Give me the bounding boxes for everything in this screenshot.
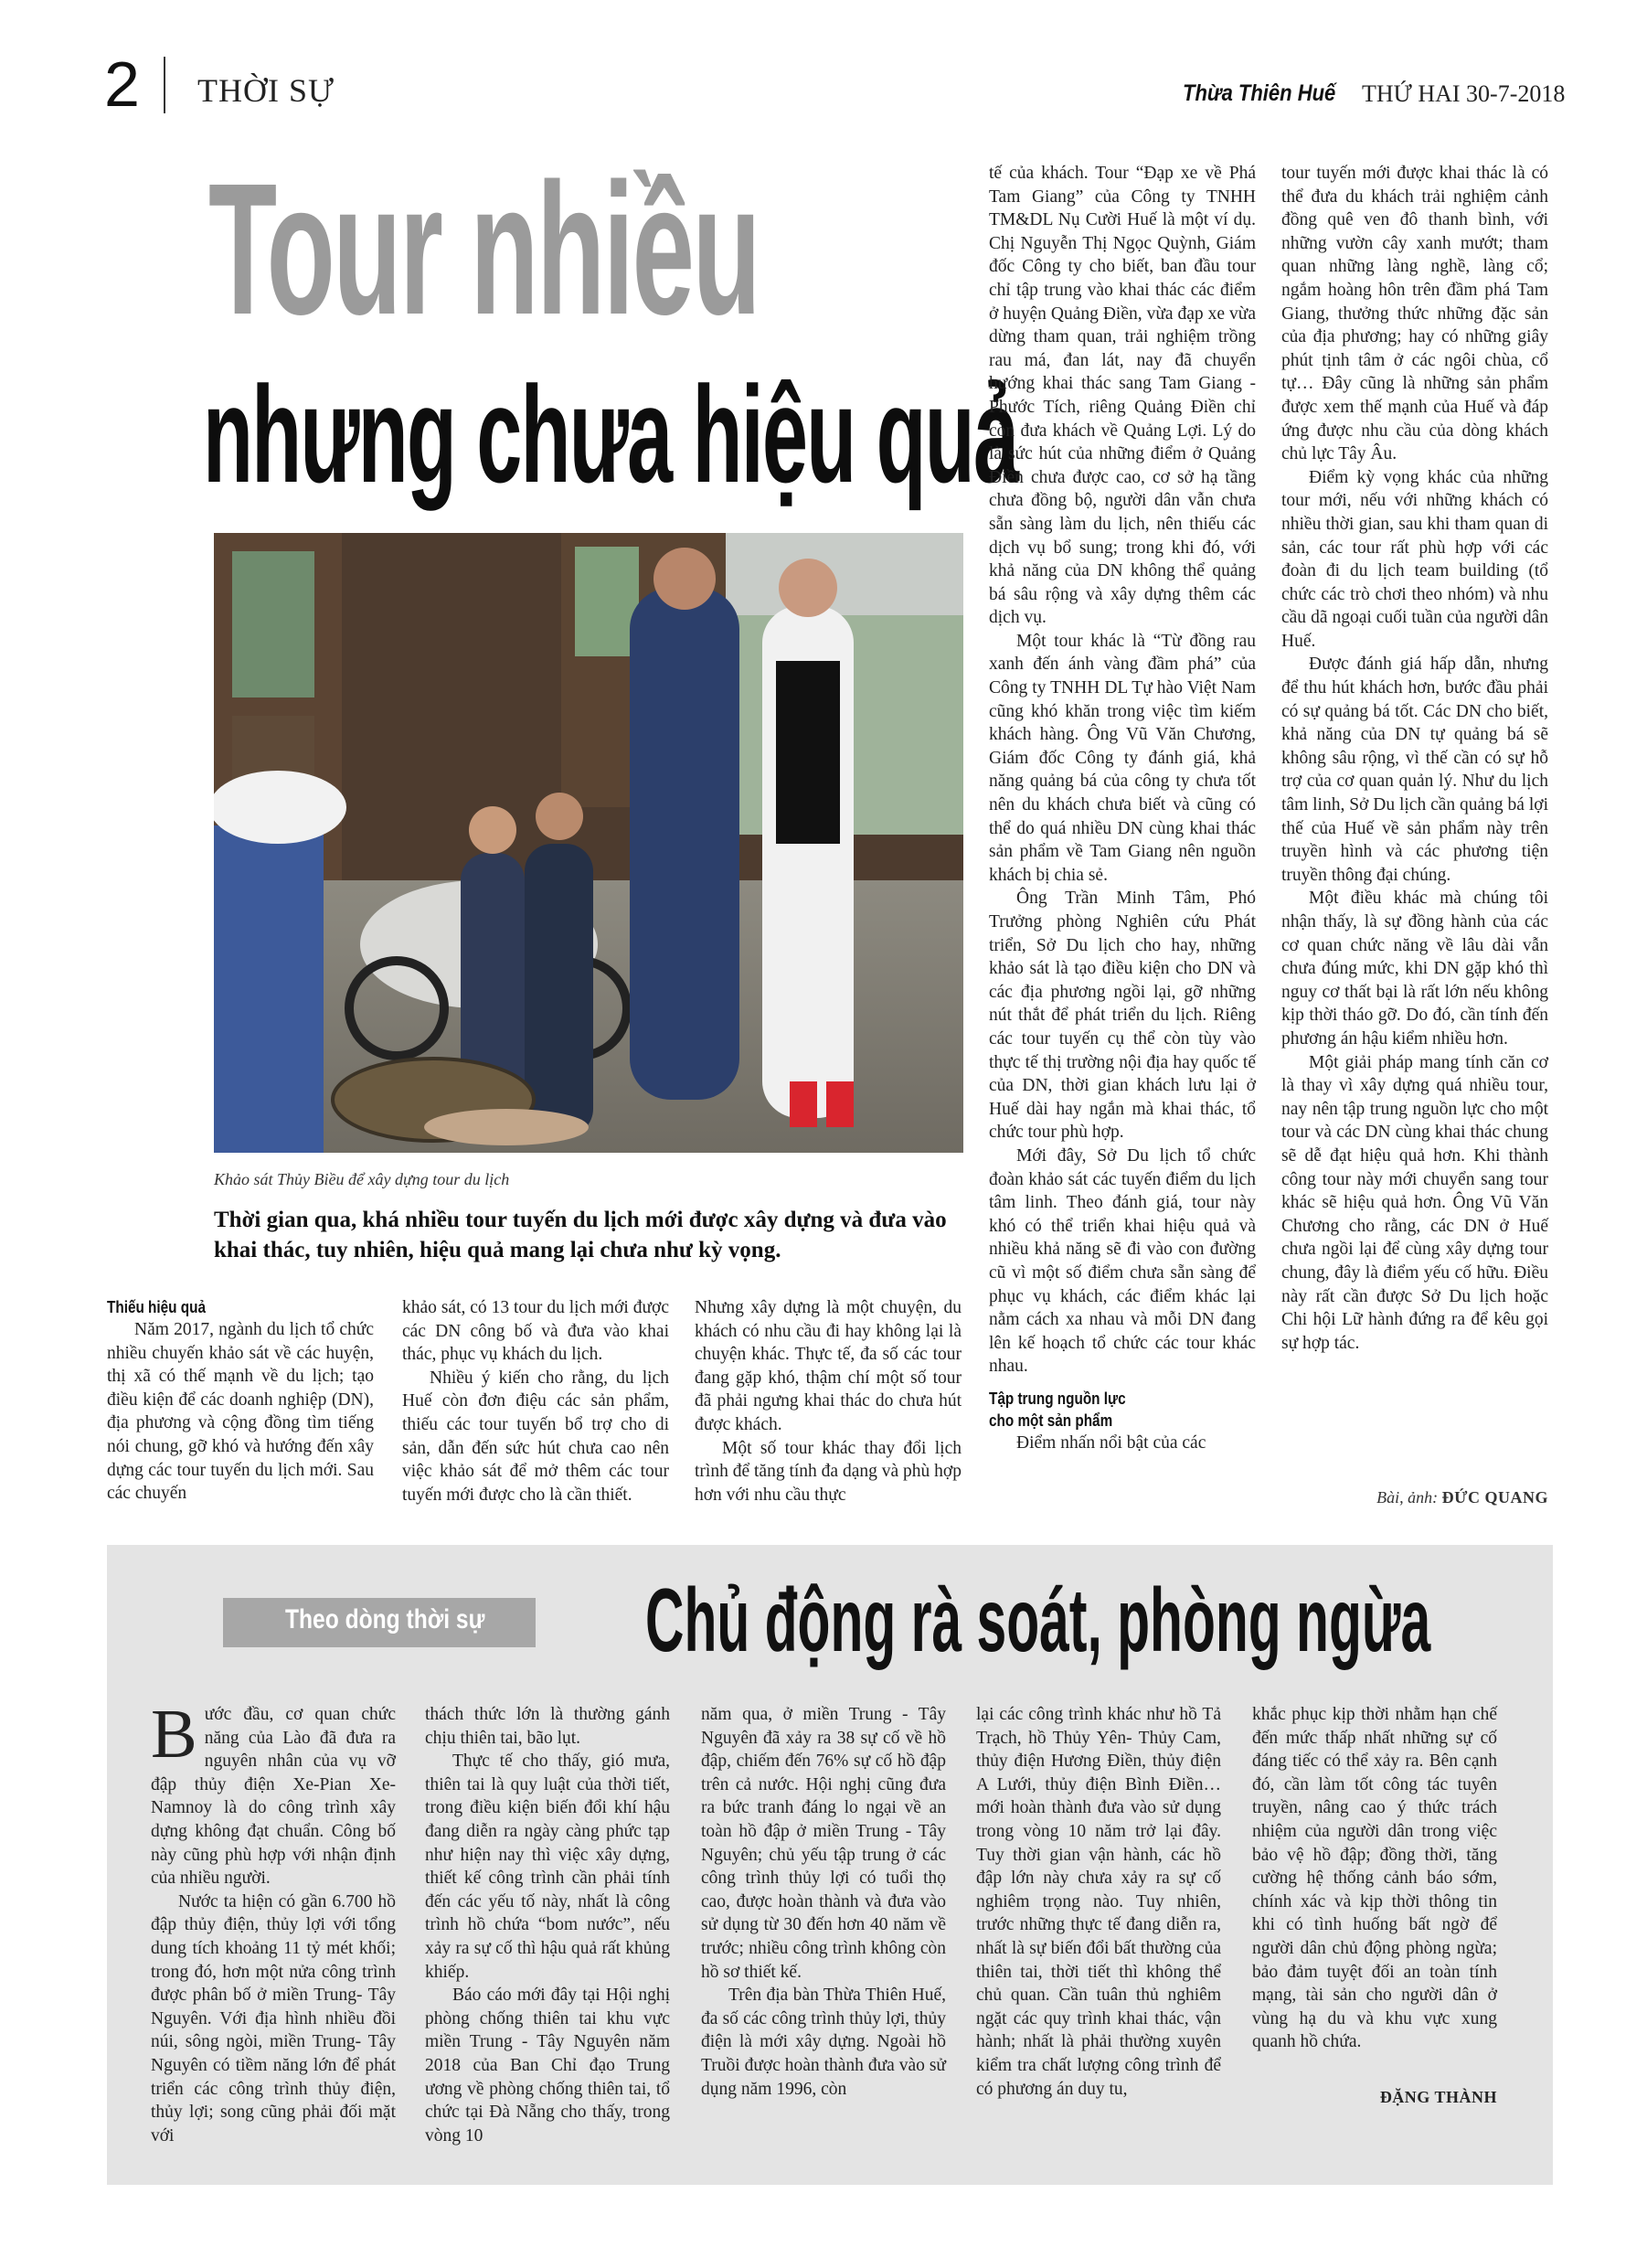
paragraph: Ông Trần Minh Tâm, Phó Trưởng phòng Nghiên cứu Phát triển, Sở Du lịch cho hay, những khảo sát là tạo điều kiện cho DN và các địa phương ngồi lại, gỡ những nút thắt để phát triển du lịch. Riêng các tour tuyến cụ thể còn tùy vào thực tế thị trường nội địa hay quốc tế của DN, thời gian khách lưu lại ở Huế dài hay ngắn mà khai thác, tổ chức tour phù hợp. bbox=[989, 889, 1256, 1143]
paragraph: Một số tour khác thay đổi lịch trình để tăng tính đa dạng và phù hợp hơn với nhu cầu thực bbox=[695, 1438, 962, 1505]
header-divider bbox=[164, 57, 165, 113]
paragraph: Thực tế cho thấy, gió mưa, thiên tai là quy luật của thời tiết, trong điều kiện biến đổi khí hậu đang diễn ra ngày càng phức tạp như hiện nay thì việc xây dựng, thiết kế công trình cần phải tính đến các yếu tố này, nhất là công trình hồ chứa “bom nước”, nếu xảy ra sự cố thì hậu quả rất khủng khiếp. bbox=[425, 1752, 670, 1982]
section-name: THỜI SỰ bbox=[197, 72, 335, 109]
subhead-thieu-hieu-qua: Thiếu hiệu quả bbox=[107, 1298, 206, 1316]
subhead-tap-trung-nguon-luc: Tập trung nguồn lực bbox=[989, 1389, 1126, 1408]
issue-date: THỨ HAI 30-7-2018 bbox=[1362, 80, 1566, 107]
paragraph: tour tuyến mới được khai thác là có thể đưa du khách trải nghiệm cảnh đồng quê ven đô thanh bình, với những vườn cây xanh mướt; tham quan những làng nghề, làng cổ; ngắm hoàng hôn trên đầm phá Tam Giang, thưởng thức những đặc sản của địa phương; hay có những giây phút tịnh tâm ở các ngôi chùa, cổ tự… Đây cũng là những sản phẩm được xem thế mạnh của Huế và đáp ứng được nhu cầu của dòng khách chủ lực Tây Âu. bbox=[1281, 164, 1548, 464]
editorial-column-1 bbox=[151, 1696, 396, 2147]
editorial-column-5 bbox=[1252, 1703, 1497, 2054]
editorial-column-2 bbox=[425, 1703, 670, 2147]
paragraph bbox=[151, 1696, 396, 1890]
headline-line-2: nhưng chưa hiệu quả bbox=[203, 357, 1018, 511]
article-photo bbox=[214, 533, 963, 1153]
article-byline bbox=[1281, 1488, 1548, 1507]
photo-caption: Khảo sát Thủy Biều để xây dựng tour du lịch bbox=[214, 1170, 510, 1188]
paragraph: Mới đây, Sở Du lịch tổ chức đoàn khảo sát các tuyến điểm du lịch tâm linh. Theo đánh giá, tour này khó có thể triển khai hiệu quả và nhiều khả năng sẽ đi vào con đường cũ vì một số điểm chưa sẵn sàng để phục vụ khách, các điểm khác lại nằm cách xa nhau và mỗi DN đang lên kế hoạch tổ chức các tour khác nhau. bbox=[989, 1145, 1256, 1377]
paragraph-text: ước đầu, cơ quan chức năng của Lào đã đưa ra nguyên nhân của vụ vỡ đập thủy điện Xe-Pian Xe-Namnoy là do công trình xây dựng không đạt chuẩn. Công bố này cũng phù hợp với nhận định của nhiều người. bbox=[151, 1705, 396, 1889]
paragraph: Điểm kỳ vọng khác của những tour mới, nếu với những khách có nhiều thời gian, sau khi tham quan di sản, các tour rất phù hợp với các đoàn đi du lịch team building (tổ chức các trò chơi theo nhóm) và nhu cầu dã ngoại cuối tuần của người dân Huế. bbox=[1281, 467, 1548, 651]
paragraph: Nhiều ý kiến cho rằng, du lịch Huế còn đơn điệu các sản phẩm, thiếu các tour tuyến bổ trợ cho di sản, dẫn đến sức hút chưa cao nên việc khảo sát để mở thêm các tour tuyến mới được cho là cần thiết. bbox=[402, 1368, 669, 1505]
paragraph: Một giải pháp mang tính căn cơ là thay vì xây dựng quá nhiều tour, nay nên tập trung nguồn lực cho một tour và các DN cùng khai thác chung sẽ dễ đạt hiệu quả hơn. Khi thành công tour này mới chuyển sang tour khác sẽ hiệu quả hơn. Ông Vũ Văn Chương cho rằng, các DN ở Huế chưa ngồi lại để cùng xây dựng tour chung, đây là điểm yếu cố hữu. Điều này rất cần được Sở Du lịch hoặc Chi hội Lữ hành đứng ra để kêu gọi sự hợp tác. bbox=[1281, 1052, 1548, 1353]
paragraph: khảo sát, có 13 tour du lịch mới được các DN công bố và đưa vào khai thác, phục vụ khách du lịch. bbox=[402, 1298, 669, 1365]
paragraph: lại các công trình khác như hồ Tả Trạch, hồ Thủy Yên- Thủy Cam, thủy điện Hương Điền, thủy điện A Lưới, thủy điện Bình Điền… mới hoàn thành đưa vào sử dụng trong vòng 10 năm trở lại đây. Tuy thời gian vận hành, các hồ đập lớn này chưa xảy ra sự cố nghiêm trọng nào. Tuy nhiên, trước những thực tế đang diễn ra, nhất là sự biến đổi bất thường của thiên tai, thời tiết thì không thể chủ quan. Cần tuân thủ nghiêm ngặt các quy trình khai thác, vận hành; nhất là phải thường xuyên kiểm tra chất lượng công trình để có phương án duy tu, bbox=[976, 1705, 1221, 2099]
editorial-byline: ĐẶNG THÀNH bbox=[1379, 2088, 1497, 2106]
paragraph: Được đánh giá hấp dẫn, nhưng để thu hút khách hơn, bước đầu phải có sự quảng bá tốt. Các DN cho biết, khả năng của DN tự quảng bá sẽ không sâu rộng, vì thế cần có sự hỗ trợ của cơ quan quản lý. Như du lịch tâm linh, Sở Du lịch cần quảng bá lợi thế của Huế về sản phẩm này trên truyền hình và các phương tiện truyền thông đại chúng. bbox=[1281, 655, 1548, 885]
paragraph: Nước ta hiện có gần 6.700 hồ đập thủy điện, thủy lợi với tổng dung tích khoảng 11 tỷ mét khối; trong đó, hơn một nửa công trình được phân bố ở miền Trung- Tây Nguyên. Với địa hình nhiều đồi núi, sông ngòi, miền Trung- Tây Nguyên có tiềm năng lớn để phát triển các công trình thủy điện, thủy lợi; song cũng phải đối mặt với bbox=[151, 1891, 396, 2146]
byline-author: ĐỨC QUANG bbox=[1441, 1488, 1548, 1507]
article-column-1 bbox=[107, 1296, 374, 1506]
paragraph: khắc phục kịp thời nhằm hạn chế đến mức thấp nhất những sự cố đáng tiếc có thể xảy ra. Bên cạnh đó, cần làm tốt công tác tuyên truyền, nâng cao ý thức trách nhiệm của người dân trong việc bảo vệ hồ đập; đồng thời, tăng cường hệ thống cảnh báo sớm, chính xác và kịp thời thông tin khi có tình huống bất ngờ để người dân chủ động phòng ngừa; bảo đảm tuyệt đối an toàn tính mạng, tài sản cho người dân ở vùng hạ du và khu vực xung quanh hồ chứa. bbox=[1252, 1705, 1497, 2052]
paragraph: Một điều khác mà chúng tôi nhận thấy, là sự đồng hành của các cơ quan chức năng về lâu dài vẫn chưa đúng mức, khi DN gặp khó thì nguy cơ thất bại là rất lớn nếu không kịp thời tháo gỡ. Do đó, cần tính đến phương án hậu kiểm nhiều hơn. bbox=[1281, 889, 1548, 1049]
paragraph: thách thức lớn là thường gánh chịu thiên tai, bão lụt. bbox=[425, 1705, 670, 1748]
page-number: 2 bbox=[104, 48, 140, 120]
paragraph: Điểm nhấn nổi bật của các bbox=[1016, 1432, 1206, 1453]
photo-illustration bbox=[214, 533, 963, 1153]
paragraph: Một tour khác là “Từ đồng rau xanh đến ánh vàng đầm phá” của Công ty TNHH DL Tự hào Việt Nam cũng khó khăn trong việc tìm kiếm khách hàng. Ông Vũ Văn Chương, Giám đốc Công ty đánh giá, khả năng quảng bá của công ty chưa tốt nên du khách chưa biết và cũng có thể do quá nhiều DN cùng khai thác sản phẩm về Tam Giang nên nguồn khách bị chia sẻ. bbox=[989, 631, 1256, 885]
drop-cap: B bbox=[151, 1696, 197, 1773]
article-column-3 bbox=[695, 1296, 962, 1507]
newspaper-name: Thừa Thiên Huế bbox=[1183, 80, 1336, 106]
editorial-column-4 bbox=[976, 1703, 1221, 2101]
subhead-cho-mot-san-pham: cho một sản phẩm bbox=[989, 1411, 1113, 1430]
byline-prefix: Bài, ảnh: bbox=[1376, 1488, 1439, 1507]
editorial-column-3 bbox=[701, 1703, 946, 2101]
paragraph: Nhưng xây dựng là một chuyện, du khách có nhu cầu đi hay không lại là chuyện khác. Thực tế, đa số các tour đang gặp khó, thậm chí một số tour đã phải ngưng khai thác do chưa hút được khách. bbox=[695, 1298, 962, 1434]
column-tag: Theo dòng thời sự bbox=[285, 1604, 485, 1634]
paragraph: Trên địa bàn Thừa Thiên Huế, đa số các công trình thủy lợi, thủy điện là mới xây dựng. Ngoài hồ Truồi được hoàn thành đưa vào sử dụng năm 1996, còn bbox=[701, 1986, 946, 2099]
paragraph: năm qua, ở miền Trung - Tây Nguyên đã xảy ra 38 sự cố về hồ đập, chiếm đến 76% sự cố hồ đập trên cả nước. Hội nghị cũng đưa ra bức tranh đáng lo ngại về an toàn hồ đập ở miền Trung - Tây Nguyên; chủ yếu tập trung ở các công trình thủy lợi có tuổi thọ cao, được hoàn thành và đưa vào sử dụng từ 30 đến hơn 40 năm về trước; nhiều công trình không còn hồ sơ thiết kế. bbox=[701, 1705, 946, 1982]
paragraph: Báo cáo mới đây tại Hội nghị phòng chống thiên tai khu vực miền Trung - Tây Nguyên năm 2018 của Ban Chỉ đạo Trung ương về phòng chống thiên tai, tổ chức tại Đà Nẵng cho thấy, trong vòng 10 bbox=[425, 1986, 670, 2146]
paragraph: tế của khách. Tour “Đạp xe về Phá Tam Giang” của Công ty TNHH TM&DL Nụ Cười Huế là một ví dụ. Chị Nguyễn Thị Ngọc Quỳnh, Giám đốc Công ty cho biết, ban đầu tour chỉ tập trung vào khai thác các điểm ở huyện Quảng Điền, vừa đạp xe vừa dừng tham quan, trải nghiệm trồng rau má, đan lát, nay đã chuyển hướng khai thác sang Tam Giang - Phước Tích, riêng Quảng Điền chỉ còn đưa khách về Quảng Lợi. Lý do là sức hút của những điểm ở Quảng Điền chưa được cao, cơ sở hạ tầng chưa đồng bộ, người dân vẫn chưa sẵn sàng làm du lịch, nên thiếu các dịch vụ bổ sung; trong khi đó, với khả năng của DN không thể quảng bá sâu rộng và xây dựng thêm các dịch vụ. bbox=[989, 164, 1256, 628]
article-column-5 bbox=[1281, 162, 1548, 1355]
article-lead: Thời gian qua, khá nhiều tour tuyến du lịch mới được xây dựng và đưa vào khai thác, tuy nhiên, hiệu quả mang lại chưa như kỳ vọng. bbox=[214, 1208, 947, 1262]
article-column-4 bbox=[989, 162, 1256, 1454]
editorial-headline: Chủ động rà soát, phòng ngừa bbox=[645, 1570, 1431, 1670]
headline-line-1: Tour nhiều bbox=[208, 144, 760, 354]
article-column-2 bbox=[402, 1296, 669, 1507]
paragraph: Năm 2017, ngành du lịch tổ chức nhiều chuyến khảo sát về các huyện, thị xã có thế mạnh về du lịch; tạo điều kiện để các doanh nghiệp (DN), địa phương và cộng đồng tìm tiếng nói chung, gỡ khó và hướng đến xây dựng các tour tuyến du lịch mới. Sau các chuyến bbox=[107, 1320, 374, 1504]
